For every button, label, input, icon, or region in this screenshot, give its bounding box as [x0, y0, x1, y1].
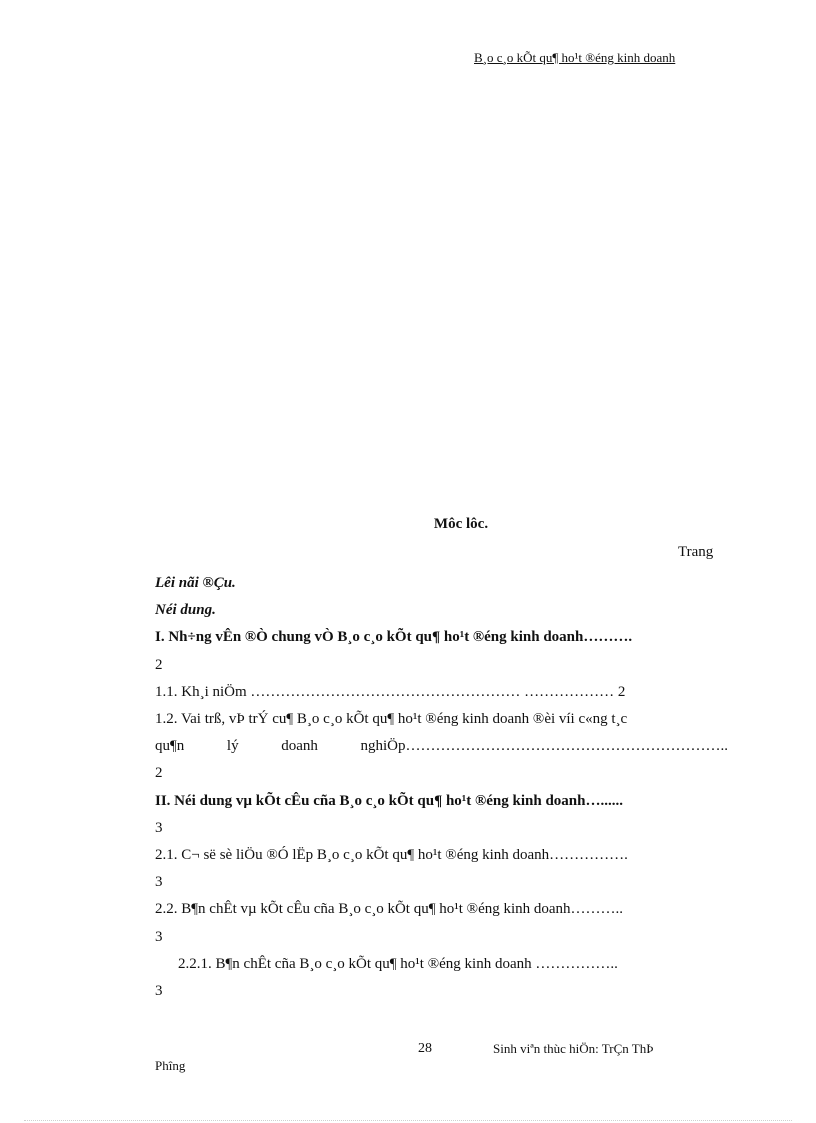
toc-entry-section-2[interactable]: II. Néi dung vµ kÕt cÊu cña B¸o c¸o kÕt qu¶ ho¹t ®éng kinh doanh…...... [155, 792, 623, 809]
running-header: B¸o c¸o kÕt qu¶ ho¹t ®éng kinh doanh [474, 50, 676, 65]
page-bottom-divider [24, 1120, 792, 1121]
toc-page-number: 3 [155, 928, 163, 945]
toc-entry-2-2[interactable]: 2.2. B¶n chÊt vµ kÕt cÊu cña B¸o c¸o kÕt qu¶ ho¹t ®éng kinh doanh……….. [155, 901, 624, 918]
toc-page-number: 3 [155, 874, 163, 891]
toc-title: Môc lôc. [433, 516, 489, 532]
toc-entry-1-2-cont[interactable]: qu¶n lý doanh nghiÖp……………………………………………………….. [155, 738, 728, 755]
toc-page-number: 3 [155, 819, 163, 836]
toc-page-number: 2 [155, 656, 163, 673]
page-column-label: Trang [678, 544, 714, 560]
toc-entry-1-2[interactable]: 1.2. Vai trß, vÞ trÝ cu¶ B¸o c¸o kÕt qu¶ ho¹t ®éng kinh doanh ®èi víi c«ng t¸c [155, 711, 628, 728]
toc-body [155, 570, 728, 1005]
footer-student: Sinh viªn thùc hiÖn: TrÇn ThÞ [493, 1041, 654, 1056]
footer-page-number: 28 [418, 1041, 432, 1056]
toc-entry-section-1[interactable]: I. Nh÷ng vÊn ®Ò chung vÒ B¸o c¸o kÕt qu¶ ho¹t ®éng kinh doanh………. [155, 629, 633, 646]
toc-page-number: 3 [155, 983, 163, 1000]
toc-entry-content[interactable]: Néi dung. [155, 602, 216, 619]
toc-entry-preface[interactable]: Lêi nãi ®Çu. [155, 575, 236, 591]
toc-entry-1-1[interactable]: 1.1. Kh¸i niÖm ……………………………………………… ……………… 2 [155, 683, 626, 700]
footer-student-name: Phîng [155, 1058, 186, 1073]
toc-page-number: 2 [155, 765, 163, 782]
toc-entry-2-1[interactable]: 2.1. C¬ së sè liÖu ®Ó lËp B¸o c¸o kÕt qu¶ ho¹t ®éng kinh doanh……………. [155, 847, 628, 864]
toc-entry-2-2-1[interactable]: 2.2.1. B¶n chÊt cña B¸o c¸o kÕt qu¶ ho¹t ®éng kinh doanh …………….. [178, 955, 618, 972]
